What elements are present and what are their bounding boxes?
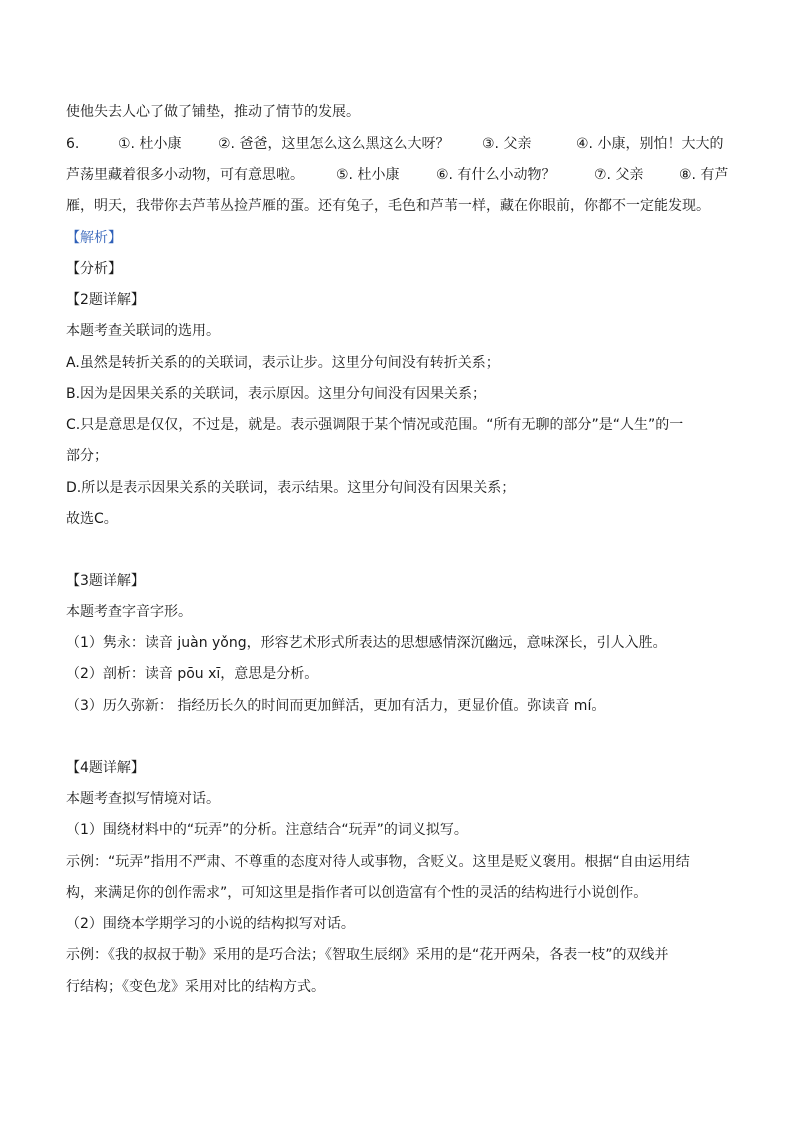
q6-blank-4-end: 芦荡里藏着很多小动物，可有意思啦。 <box>66 167 304 183</box>
q4-example-2b: 行结构；《变色龙》采用对比的结构方式。 <box>66 979 325 995</box>
section-jiexi: 【解析】 <box>66 230 122 246</box>
q4-point-2: （2）围绕本学期学习的小说的结构拟写对话。 <box>66 916 355 932</box>
q2-option-c-1: C.只是意思是仅仅，不过是，就是。表示强调限于某个情况或范围。“所有无聊的部分”是“人生”的一 <box>66 417 684 433</box>
q3-item-1: （1）隽永：读音 juàn yǒng，形容艺术形式所表达的思想感情深沉幽远，意味深长，引人入胜。 <box>66 635 667 651</box>
q6-blank-8-start: ⑧. 有芦 <box>679 167 729 183</box>
q6-blank-5: ⑤. 杜小康 <box>336 167 400 183</box>
q4-example-2a: 示例：《我的叔叔于勒》采用的是巧合法；《智取生辰纲》采用的是“花开两朵，各表一枝”的双线并 <box>66 947 669 963</box>
q4-example-1a: 示例：“玩弄”指用不严肃、不尊重的态度对待人或事物，含贬义。这里是贬义褒用。根据“自由运用结 <box>66 854 690 870</box>
q4-intro: 本题考查拟写情境对话。 <box>66 791 220 807</box>
q3-intro: 本题考查字音字形。 <box>66 604 192 620</box>
section-fenxi: 【分析】 <box>66 261 122 277</box>
q4-header: 【4题详解】 <box>66 760 145 776</box>
q2-intro: 本题考查关联词的选用。 <box>66 323 220 339</box>
q4-example-1b: 构，来满足你的创作需求”，可知这里是指作者可以创造富有个性的灵活的结构进行小说创作。 <box>66 885 648 901</box>
q3-header: 【3题详解】 <box>66 573 145 589</box>
q6-blank-4-start: ④. 小康，别怕！大大的 <box>576 136 724 152</box>
q4-point-1: （1）围绕材料中的“玩弄”的分析。注意结合“玩弄”的词义拟写。 <box>66 822 468 838</box>
q3-item-3: （3）历久弥新： 指经历长久的时间而更加鲜活，更加有活力，更显价值。弥读音 mí。 <box>66 698 606 714</box>
q2-option-b: B.因为是因果关系的关联词，表示原因。这里分句间没有因果关系； <box>66 386 487 402</box>
q6-blank-2: ②. 爸爸，这里怎么这么黑这么大呀？ <box>218 136 450 152</box>
q2-header: 【2题详解】 <box>66 292 145 308</box>
q2-option-d: D.所以是表示因果关系的关联词，表示结果。这里分句间没有因果关系； <box>66 480 516 496</box>
q2-option-c-2: 部分； <box>66 448 108 464</box>
q6-blank-7: ⑦. 父亲 <box>594 167 644 183</box>
q5-answer-tail: 使他失去人心了做了铺垫，推动了情节的发展。 <box>66 104 360 120</box>
q2-answer: 故选C。 <box>66 511 118 527</box>
q6-blank-1: ①. 杜小康 <box>118 136 182 152</box>
q3-item-2: （2）剖析：读音 pōu xī，意思是分析。 <box>66 666 319 682</box>
q2-option-a: A.虽然是转折关系的的关联词，表示让步。这里分句间没有转折关系； <box>66 355 500 371</box>
q6-answer-line-3: 雁，明天，我带你去芦苇丛捡芦雁的蛋。还有兔子，毛色和芦苇一样，藏在你眼前，你都不一定能发现。 <box>66 198 710 214</box>
q6-number: 6. <box>66 136 80 152</box>
q6-blank-6: ⑥. 有什么小动物？ <box>436 167 556 183</box>
q6-blank-3: ③. 父亲 <box>482 136 532 152</box>
